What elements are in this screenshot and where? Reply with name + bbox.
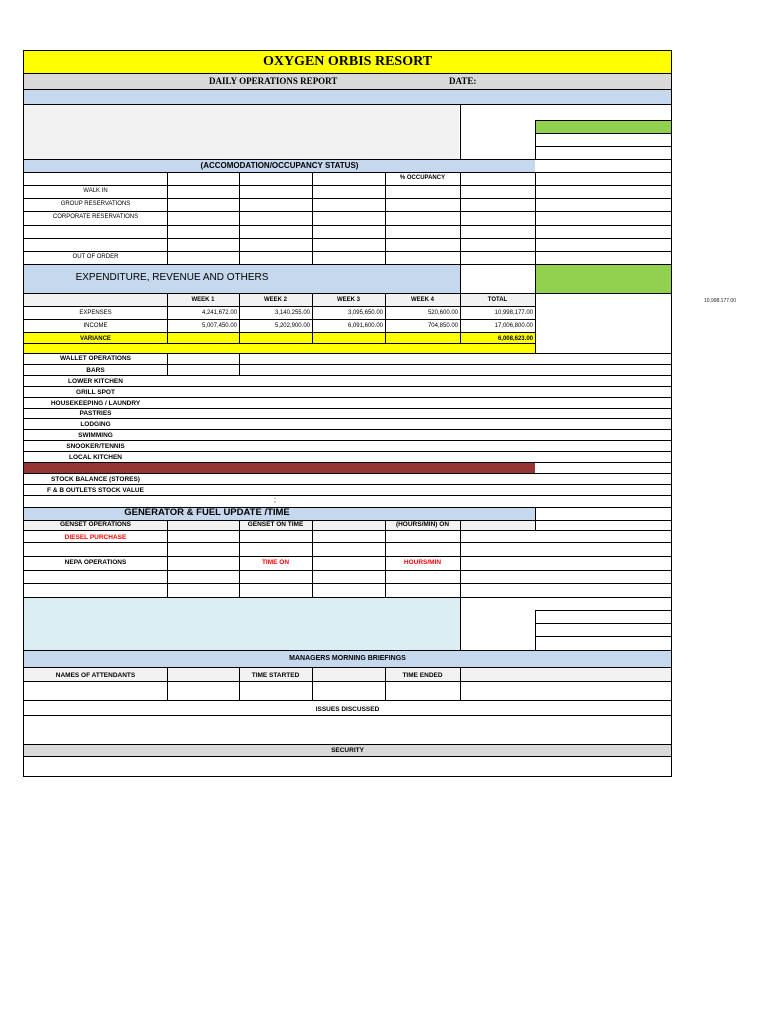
occ-label-group: GROUP RESERVATIONS <box>60 201 131 207</box>
col-week-3: WEEK 3 <box>336 297 360 303</box>
occupancy-heading: (ACCOMODATION/OCCUPANCY STATUS) <box>200 161 359 170</box>
outlet-grill-spot: GRILL SPOT <box>76 389 115 396</box>
green-cell-top <box>536 120 671 133</box>
generator-notes-area[interactable] <box>24 598 460 650</box>
green-cell-finance <box>536 265 671 293</box>
outlet-lodging: LODGING <box>80 421 111 428</box>
outlet-lower-kitchen: LOWER KITCHEN <box>68 378 123 385</box>
col-week-1: WEEK 1 <box>191 297 215 303</box>
outlet-bars: BARS <box>86 367 105 374</box>
variance-label: VARIANCE <box>80 336 111 342</box>
occ-label-corporate: CORPORATE RESERVATIONS <box>52 214 139 220</box>
col-week-4: WEEK 4 <box>410 297 434 303</box>
report-title: OXYGEN ORBIS RESORT <box>262 54 433 69</box>
hours-on-label: (HOURS/MIN) ON <box>395 521 450 528</box>
outlet-swimming: SWIMMING <box>78 432 113 439</box>
hours-min-label: HOURS/MIN <box>403 559 442 566</box>
finance-heading: EXPENDITURE, REVENUE AND OTHERS <box>75 272 269 283</box>
expenses-label: EXPENSES <box>79 310 112 316</box>
outlet-wallet: WALLET OPERATIONS <box>59 355 132 362</box>
col-week-2: WEEK 2 <box>263 297 287 303</box>
briefings-heading: MANAGERS MORNING BRIEFINGS <box>289 655 406 662</box>
expenses-total: 10,998,177.00 <box>494 310 533 316</box>
time-ended-label: TIME ENDED <box>402 672 443 679</box>
expenses-week-3: 3,095,650.00 <box>347 310 383 316</box>
security-label: SECURITY <box>331 747 364 754</box>
stock-value-label: F & B OUTLETS STOCK VALUE <box>47 487 144 494</box>
genset-ops-label: GENSET OPERATIONS <box>59 521 132 528</box>
outlet-snooker: SNOOKER/TENNIS <box>66 443 125 450</box>
occ-label-walk-in: WALK IN <box>83 188 108 194</box>
pct-occupancy-label: % OCCUPANCY <box>399 175 446 181</box>
stock-balance-label: STOCK BALANCE (STORES) <box>51 476 140 483</box>
nepa-ops-label: NEPA OPERATIONS <box>64 559 127 566</box>
outlet-local-kitchen: LOCAL KITCHEN <box>69 454 122 461</box>
income-week-4: 704,850.00 <box>427 323 458 329</box>
diesel-purchase-label: DIESEL PURCHASE <box>64 534 127 541</box>
col-total: TOTAL <box>487 297 508 303</box>
names-of-attendants-label: NAMES OF ATTENDANTS <box>55 672 136 679</box>
report-subtitle: DAILY OPERATIONS REPORT <box>209 76 338 86</box>
maroon-bar <box>24 463 535 473</box>
genset-on-time-label: GENSET ON TIME <box>247 521 304 528</box>
outlet-housekeeping: HOUSEKEEPING / LAUNDRY <box>50 400 141 407</box>
generator-heading: GENERATOR & FUEL UPDATE /TIME <box>124 507 290 518</box>
expenses-week-4: 520,600.00 <box>427 310 458 316</box>
notes-area[interactable] <box>24 105 459 159</box>
expenses-week-2: 3,140,255.00 <box>274 310 310 316</box>
income-total: 17,006,800.00 <box>494 323 533 329</box>
blue-bar <box>24 90 671 104</box>
time-started-label: TIME STARTED <box>251 672 300 679</box>
date-label: DATE: <box>449 76 477 86</box>
subtitle-band <box>24 74 671 89</box>
stray-mark: ; <box>274 497 276 504</box>
income-label: INCOME <box>83 323 108 329</box>
issues-discussed-label: ISSUES DISCUSSED <box>315 706 380 713</box>
report-sheet <box>23 50 672 777</box>
time-on-label: TIME ON <box>261 559 290 566</box>
variance-total: 6,008,623.00 <box>497 336 533 342</box>
outlet-pastries: PASTRIES <box>79 410 112 417</box>
income-week-2: 5,202,900.00 <box>274 323 310 329</box>
income-week-3: 6,091,600.00 <box>347 323 383 329</box>
expenses-week-1: 4,241,672.00 <box>201 310 237 316</box>
income-week-1: 5,007,450.00 <box>201 323 237 329</box>
side-note-total: 10,998,177.00 <box>704 298 736 304</box>
occ-label-out-of-order: OUT OF ORDER <box>72 254 119 260</box>
